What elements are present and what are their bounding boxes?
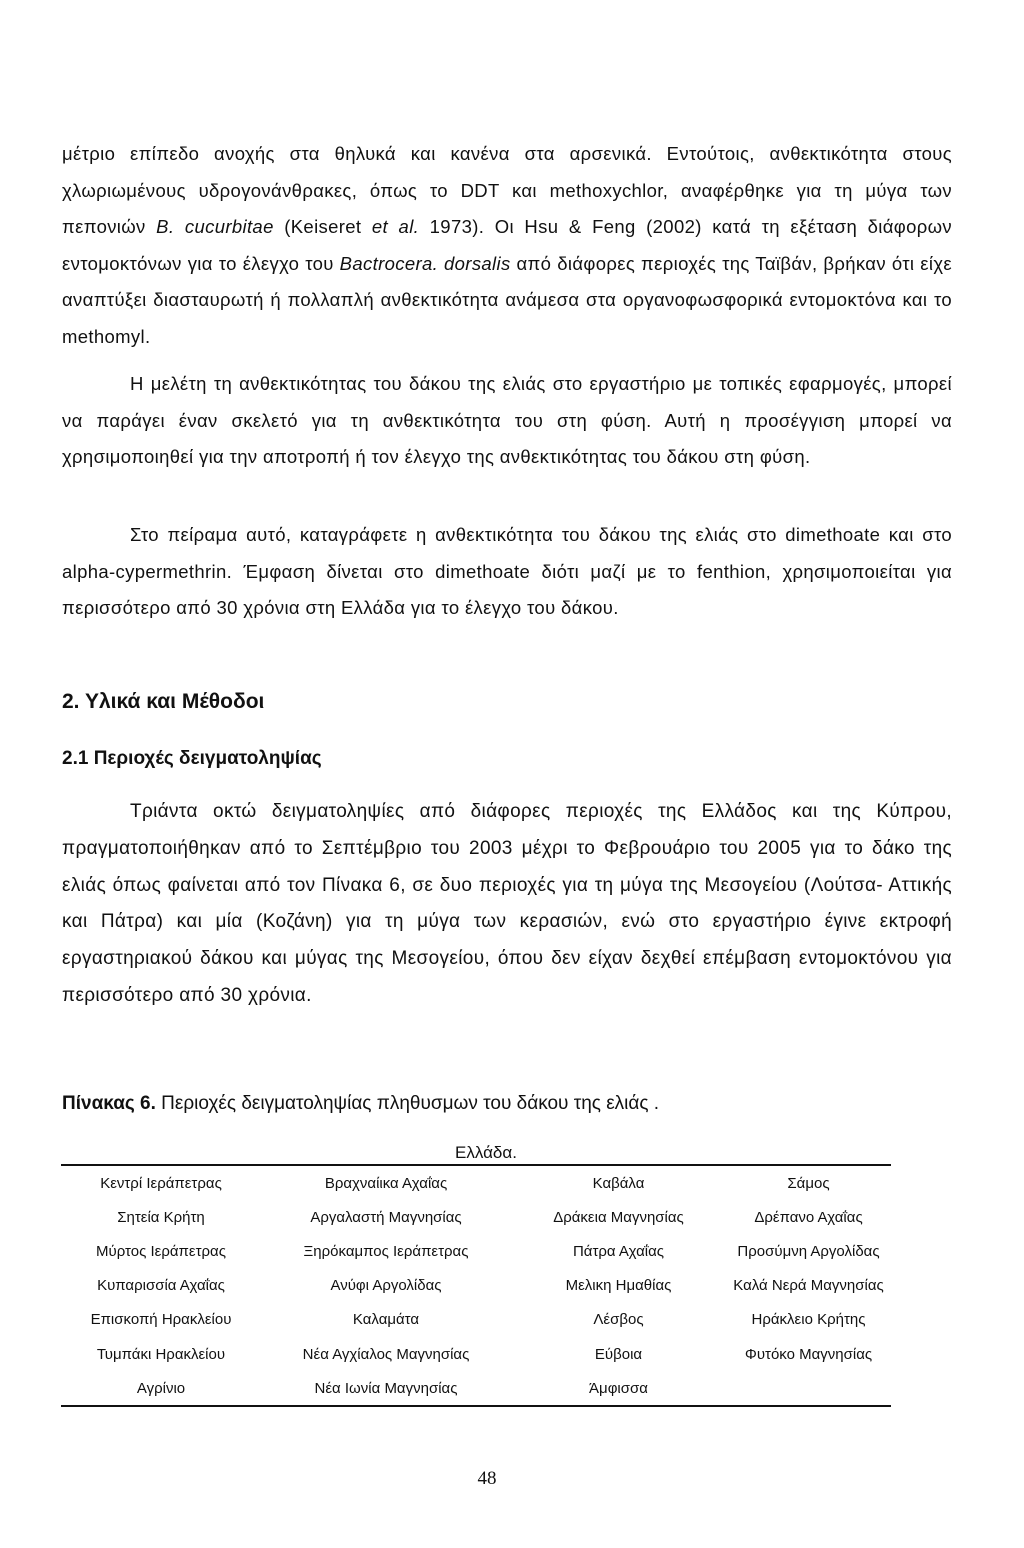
table-row: [61, 1200, 891, 1234]
table-cell: Καβάλα: [592, 1174, 645, 1192]
sampling-regions-table: [61, 1164, 891, 1407]
table-cell: Πάτρα Αχαΐας: [572, 1242, 665, 1260]
page-number: 48: [477, 1468, 497, 1489]
table-cell: Αγρίνιο: [136, 1379, 186, 1397]
table-cell: Μύρτος Ιεράπετρας: [96, 1242, 226, 1260]
intro-paragraph: [62, 136, 952, 355]
table-cell: Λέσβος: [593, 1311, 644, 1329]
table-cell: Σητεία Κρήτη: [117, 1208, 205, 1226]
table-row: [61, 1269, 891, 1303]
table-cell: Δράκεια Μαγνησίας: [553, 1208, 684, 1226]
table-cell: Ηράκλειο Κρήτης: [751, 1311, 866, 1329]
et-al-italic: et al.: [371, 216, 420, 237]
table-row: [61, 1337, 891, 1371]
intro-text-2: (Keiseret: [273, 216, 372, 237]
species-name-dorsalis: Bactrocera. dorsalis: [339, 252, 511, 274]
table-cell: Κεντρί Ιεράπετρας: [100, 1174, 222, 1192]
table-cell: Προσύμνη Αργολίδας: [737, 1242, 880, 1260]
intro-text-3: 1973). Οι Hsu & Feng (2002) κατά τη εξέταση διάφορων εντομοκτόνων για το έλεγχο του: [62, 216, 952, 274]
table-cell: Βραχναίικα Αχαΐας: [324, 1174, 448, 1192]
table-cell: Καλαμάτα: [352, 1311, 420, 1329]
table-cell: Σάμος: [787, 1174, 830, 1192]
table-caption-text: Περιοχές δειγματοληψίας πληθυσμων του δάκου της ελιάς .: [155, 1093, 660, 1114]
table-cell: Καλά Νερά Μαγνησίας: [733, 1277, 884, 1295]
table-cell: Εύβοια: [594, 1345, 643, 1363]
intro-text-1: μέτριο επίπεδο ανοχής στα θηλυκά και κανένα στα αρσενικά. Εντούτοις, ανθεκτικότητα στους χλωριωμένους υδρογονάνθρακες, όπως το DDT και methoxychlor, αναφέρθηκε για τη μύγα των πεπονιών: [62, 143, 952, 237]
resistance-study-paragraph: Η μελέτη τη ανθεκτικότητας του δάκου της ελιάς στο εργαστήριο με τοπικές εφαρμογές, μπορεί να παράγει έναν σκελετό για τη ανθεκτικότητα του στη φύση. Αυτή η προσέγγιση μπορεί να χρησιμοποιηθεί για την αποτροπή ή τον έλεγχο της ανθεκτικότητας του δάκου στη φύση.: [62, 373, 952, 467]
table-row: [61, 1165, 891, 1200]
table-cell: Τυμπάκι Ηρακλείου: [96, 1345, 226, 1363]
table-cell: Κυπαρισσία Αχαΐας: [97, 1277, 225, 1295]
table-cell: Ανύφι Αργολίδας: [330, 1277, 442, 1295]
table-caption: [62, 1093, 659, 1115]
table-cell: Φυτόκο Μαγνησίας: [744, 1345, 873, 1363]
table-cell: [726, 1371, 891, 1406]
experiment-paragraph: Στο πείραμα αυτό, καταγράφετε η ανθεκτικότητα του δάκου της ελιάς στο dimethoate και στο alpha-cypermethrin. Έμφαση δίνεται στο dimethoate διότι μαζί με το fenthion, χρησιμοποιείται για περισσότερο από 30 χρόνια στη Ελλάδα για το έλεγχο του δάκου.: [62, 524, 952, 618]
table-row: [61, 1303, 891, 1337]
table-caption-label: Πίνακας 6.: [62, 1093, 156, 1114]
intro-text-4: από διάφορες περιοχές της Ταϊβάν, βρήκαν ότι είχε αναπτύξει διασταυρωτή ή πολλαπλή ανθεκτικότητα ανάμεσα στα οργανοφωσφορικά εντομοκτόνα και το methomyl.: [62, 252, 952, 347]
section-heading: 2. Υλικά και Μέθοδοι: [62, 690, 265, 713]
sampling-paragraph: Τριάντα οκτώ δειγματοληψίες από διάφορες περιοχές της Ελλάδος και της Κύπρου, πραγματοποιήθηκαν από το Σεπτέμβριο του 2003 μέχρι το Φεβρουάριο του 2005 για το δάκο της ελιάς όπως φαίνεται από τον Πίνακα 6, σε δυο περιοχές για τη μύγα της Μεσογείου (Λούτσα- Αττικής και Πάτρα) και μία (Κοζάνη) για τη μύγα των κερασιών, ενώ στο εργαστήριο έγινε εκτροφή εργαστηριακού δάκου και μύγας της Μεσογείου, όπου δεν είχαν δεχθεί επέμβαση εντομοκτόνου για περισσότερο από 30 χρόνια.: [62, 801, 952, 1006]
table-cell: Νέα Ιωνία Μαγνησίας: [314, 1379, 458, 1397]
table-cell: Νέα Αγχίαλος Μαγνησίας: [302, 1345, 470, 1363]
table-cell: Αργαλαστή Μαγνησίας: [310, 1208, 462, 1226]
table-row: [61, 1234, 891, 1268]
table-cell: Ξηρόκαμπος Ιεράπετρας: [303, 1242, 469, 1260]
table-country-header: Ελλάδα.: [455, 1143, 517, 1162]
table-row: [61, 1371, 891, 1406]
subsection-heading: 2.1 Περιοχές δειγματοληψίας: [62, 748, 322, 769]
table-cell: Άμφισσα: [589, 1379, 648, 1397]
species-name-cucurbitae: B. cucurbitae: [156, 216, 274, 237]
table-cell: Μελικη Ημαθίας: [565, 1277, 672, 1295]
table-cell: Επισκοπή Ηρακλείου: [90, 1311, 232, 1329]
table-cell: Δρέπανο Αχαΐας: [754, 1208, 863, 1226]
